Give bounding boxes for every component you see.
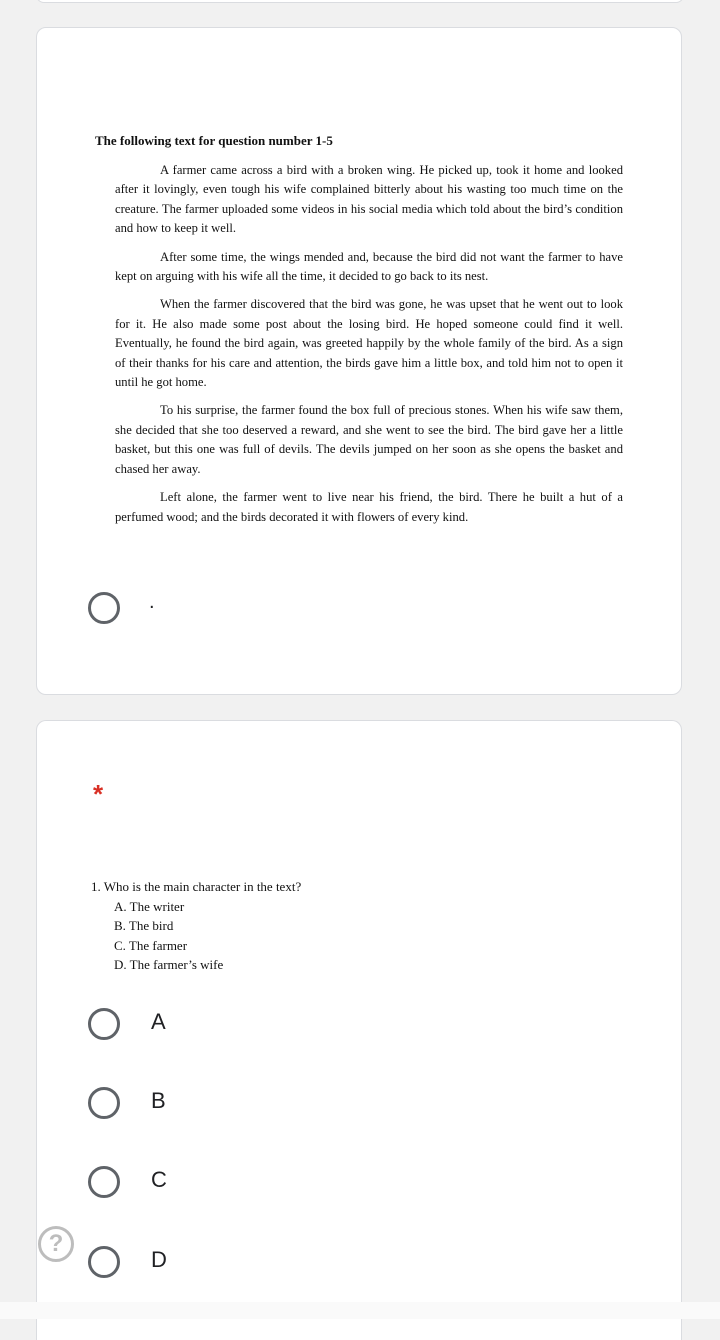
passage-text bbox=[115, 161, 623, 536]
question-choice: B. The bird bbox=[114, 918, 174, 933]
passage-title: The following text for question number 1-5 bbox=[95, 133, 333, 148]
question-text bbox=[91, 877, 301, 975]
option-a-radio[interactable] bbox=[88, 1008, 120, 1040]
passage-card bbox=[36, 27, 682, 695]
passage-option-radio[interactable] bbox=[88, 592, 120, 624]
option-d-radio[interactable] bbox=[88, 1246, 120, 1278]
passage-paragraph: Left alone, the farmer went to live near his friend, the bird. There he built a hut of a perfumed wood; and the birds decorated it with flowers of every kind. bbox=[115, 490, 623, 524]
help-icon[interactable]: ? bbox=[38, 1226, 74, 1262]
option-b-label[interactable]: B bbox=[151, 1088, 166, 1113]
option-b-radio[interactable] bbox=[88, 1087, 120, 1119]
option-d-label[interactable]: D bbox=[151, 1247, 167, 1272]
passage-paragraph: After some time, the wings mended and, because the bird did not want the farmer to have kept on arguing with his wife all the time, it decided to go back to its nest. bbox=[115, 249, 623, 284]
question-choice: A. The writer bbox=[114, 898, 185, 914]
question-choice: C. The farmer bbox=[114, 937, 188, 953]
question-choice: D. The farmer’s wife bbox=[114, 957, 224, 972]
option-c-radio[interactable] bbox=[88, 1166, 120, 1198]
option-a-label[interactable]: A bbox=[151, 1009, 166, 1034]
passage-paragraph: A farmer came across a bird with a broken wing. He picked up, took it home and looked after it lovingly, even tough his wife complained bitterly about his wasting too much time on the creature. The farmer uploaded some videos in his social media which told about the bird’s condition and how to keep it well. bbox=[115, 163, 623, 236]
passage-paragraph: When the farmer discovered that the bird was gone, he was upset that he went out to look for it. He also made some post about the losing bird. He hoped someone could find it well. Eventually, he found the bird again, was greeted happily by the whole family of the bird. As a sign of their thanks for his care and attention, the birds gave him a little box, and told him not to open it until he got home. bbox=[115, 297, 623, 390]
previous-card-edge bbox=[36, 0, 684, 3]
option-c-label[interactable]: C bbox=[151, 1167, 167, 1192]
bottom-bar bbox=[0, 1302, 720, 1319]
passage-option-label: . bbox=[149, 591, 155, 613]
question-stem: 1. Who is the main character in the text? bbox=[91, 879, 302, 894]
question-card bbox=[36, 720, 682, 1340]
required-asterisk: * bbox=[93, 779, 104, 809]
passage-paragraph: To his surprise, the farmer found the box full of precious stones. When his wife saw them, she decided that she too deserved a reward, and she went to see the bird. The bird gave her a little basket, but this one was full of devils. The devils jumped on her soon as she opens the basket and chased her away. bbox=[115, 403, 623, 476]
